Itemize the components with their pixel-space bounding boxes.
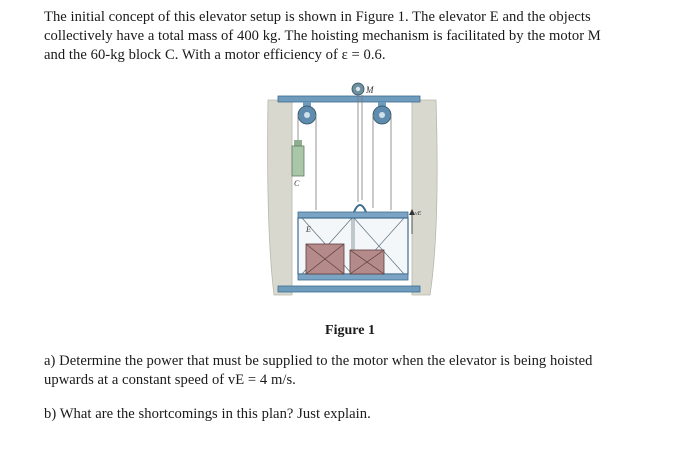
- crate-left: [306, 244, 344, 274]
- left-wall: [268, 100, 292, 295]
- elevator-label: E: [306, 225, 311, 234]
- crate-right: [350, 250, 384, 274]
- hoist-hook: [354, 205, 366, 212]
- question-a-line-1: a) Determine the power that must be supplied to the motor when the elevator is being hoisted: [44, 353, 593, 369]
- question-a: [44, 352, 664, 390]
- top-beam: [278, 96, 420, 102]
- left-pulley-icon: [298, 102, 316, 124]
- question-b: b) What are the shortcomings in this plan? Just explain.: [44, 406, 371, 422]
- question-a-line-2: upwards at a constant speed of vE = 4 m/s.: [44, 372, 296, 388]
- intro-line-1: The initial concept of this elevator setup is shown in Figure 1. The elevator E and the objects: [44, 9, 591, 25]
- elevator-figure: [262, 80, 442, 300]
- right-wall: [412, 100, 437, 295]
- motor-icon: [352, 83, 364, 95]
- intro-line-2: collectively have a total mass of 400 kg. The hoisting mechanism is facilitated by the motor M: [44, 28, 601, 44]
- figure-caption: Figure 1: [325, 323, 375, 338]
- block-label: C: [294, 179, 300, 188]
- problem-intro: [44, 8, 664, 65]
- right-pulley-icon: [373, 102, 391, 124]
- counterweight-block: [292, 140, 304, 176]
- motor-label: M: [366, 85, 374, 95]
- intro-line-3: and the 60-kg block C. With a motor efficiency of ε = 0.6.: [44, 47, 386, 63]
- velocity-label: vE: [415, 211, 422, 217]
- shaft-floor: [278, 286, 420, 292]
